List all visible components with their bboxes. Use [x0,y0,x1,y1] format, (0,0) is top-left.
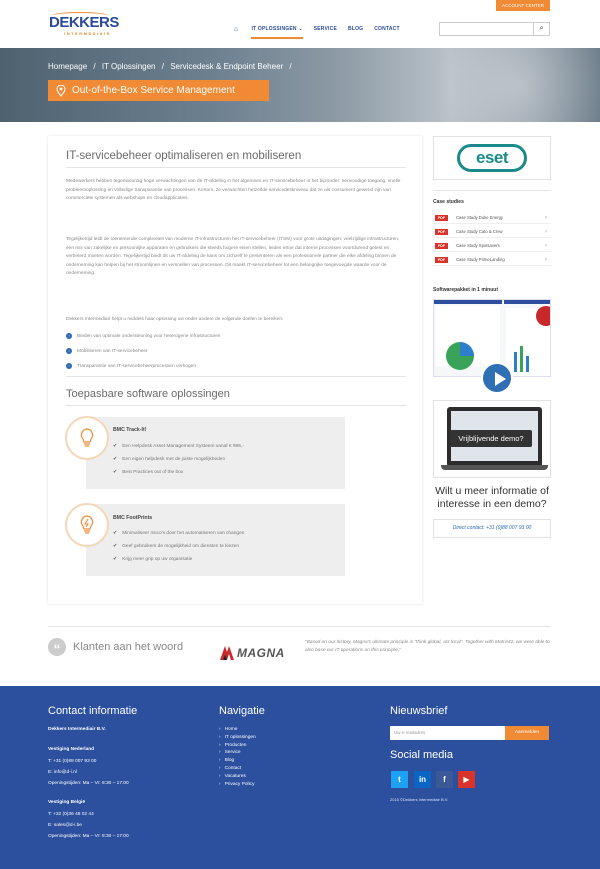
divider [66,405,406,406]
goal-item [66,363,196,369]
breadcrumb-separator: / [289,62,292,71]
company-name: Dekkers Intermediair B.V. [48,727,106,732]
logo-sub: INTERMEDIAIR [64,31,111,36]
software-feature: ✔ Krijg meer grip op uw organisatie [113,556,193,562]
testimonial-quote: "Based on our history, Magna's ultimate principle is "think global, act local". Together with Matrix42, we were able to also base our IT operations on this principle." [305,640,550,653]
breadcrumb-separator: / [161,62,164,71]
direct-contact-link[interactable]: Direct contact: +31 (0)88 007 93 00 [433,519,551,538]
content-heading: IT-servicebeheer optimaliseren en mobiliseren [66,150,302,162]
nav-service[interactable]: SERVICE [313,26,337,32]
footer-nav-vacatures[interactable]: › Vacatures [219,773,246,779]
newsletter-heading: Nieuwsbrief [390,705,448,717]
case-study-link[interactable]: PDF Case Study Spotsavers › [433,240,551,252]
nav-label: IT OPLOSSINGEN [251,26,297,32]
check-icon: ✔ [113,530,118,536]
check-icon: ✔ [113,543,118,549]
footer-nav-list [219,726,256,788]
more-info-text: Wilt u meer informatie of interesse in een demo? [435,485,549,510]
magna-mark-icon [220,646,234,660]
divider [66,167,406,168]
newsletter-submit-button[interactable]: Aanmelden [505,726,549,740]
complexity-paragraph: Tegelijkertijd leidt de toenemende complexiteit van moderne IT-infrastructuren het IT-servicebeheer (ITSM) voor grote uitdagingen: veelzijdige infrastructuren, een mix van zakelijke en persoonlijke apparaten en gebruikers die steeds hogere eisen stellen, leiden ertoe dat interne processen voortdurend getest en verbeterd moeten worden. Tegelijkertijd biedt dit uw IT-afdeling de kans om zichzelf te presenteren als een professionele partner die elke afdeling binnen de onderneming kan helpen bij het stroomlijnen en versnellen van processen. Dit maakt IT-servicebeheer tot een belangrijke toegevoegde waarde voor de onderneming. [66,237,400,277]
linkedin-icon[interactable]: in [414,771,431,788]
quote-icon: “ [48,638,66,656]
divider [433,190,551,191]
eset-banner[interactable] [433,136,551,180]
chevron-right-icon: › [219,742,221,748]
search-input[interactable] [439,22,550,36]
eset-logo: eset [457,144,527,172]
logo-word: DEKKERS [49,14,119,31]
be-email[interactable]: E: sales@d-i.be [48,823,82,828]
case-study-link[interactable]: PDF Case Study Cato & Crew › [433,226,551,238]
goal-item [66,348,148,354]
chevron-right-icon: › [219,734,221,740]
breadcrumb-home[interactable]: Homepage [48,62,88,71]
main-nav [234,22,411,36]
case-study-link[interactable]: PDF Case Study Duke Energy › [433,212,551,224]
chevron-right-icon: › [66,348,72,354]
chevron-right-icon: › [219,727,221,732]
goal-text: Transparantie van IT-servicebeheerprocessen verhogen [77,363,197,369]
footer-nav-it-oplossingen[interactable]: › IT oplossingen [219,734,256,740]
nl-phone: T: +31 (0)88 007 93 00 [48,759,97,764]
be-office-heading: Vestiging België [48,800,86,805]
nl-hours: Openingstijden: Ma – Vr: 8:30 – 17:00 [48,781,129,786]
chevron-right-icon: › [219,781,221,787]
footer-nav-heading: Navigatie [219,705,265,717]
copyright: 2015 ©Dekkers Intermediair B.V. [390,797,449,802]
case-studies-heading: Case studies [433,199,464,205]
case-study-link[interactable]: PDF Case Study PrimeLanding › [433,254,551,266]
location-pin-icon [56,85,66,97]
dekkers-logo[interactable] [49,14,119,41]
twitter-icon[interactable]: t [391,771,408,788]
goals-paragraph: Dekkers Intermediair helpt u middels haar oplossing uw onder andere de volgende doelen te bereiken: [66,317,284,322]
chevron-right-icon: › [545,256,547,263]
goal-item [66,333,220,339]
breadcrumb-it-oplossingen[interactable]: IT Oplossingen [101,62,156,71]
chevron-right-icon: › [66,363,72,369]
goal-text: Bieden van optimale ondersteuning voor heterogene infrastructuren [77,333,221,339]
contact-heading: Contact informatie [48,705,138,717]
footer-nav-privacy[interactable]: › Privacy Policy [219,781,255,787]
breadcrumb-servicedesk[interactable]: Servicedesk & Endpoint Beheer [170,62,284,71]
nav-blog[interactable]: BLOG [348,26,364,32]
chevron-down-icon: ⌄ [298,26,303,32]
page-title-text: Out-of-the-Box Service Management [72,85,235,96]
be-hours: Openingstijden: Ma – Vr: 8:30 – 17:00 [48,834,129,839]
chevron-right-icon: › [66,333,72,339]
demo-button[interactable]: Vrijblijvende demo? [450,430,532,447]
video-heading: Softwarepakket in 1 minuut [433,287,499,293]
breadcrumb [48,62,296,71]
goal-text: Mobiliseren van IT-servicebeheer [77,348,148,354]
breadcrumb-separator: / [93,62,96,71]
newsletter-email-input[interactable]: Uw e-mailadres [390,726,505,740]
software-feature: ✔ Geef gebruikers de mogelijkheid om diensten te kiezen [113,543,239,549]
pdf-icon: PDF [435,229,448,235]
footer-nav-home[interactable]: › Home [219,727,238,732]
nav-it-oplossingen[interactable] [251,26,302,39]
software-heading: Toepasbare software oplossingen [66,388,230,400]
software-title: BMC Track-It! [113,427,147,433]
check-icon: ✔ [113,456,118,462]
nl-email[interactable]: E: info@d-i.nl [48,770,77,775]
nl-office-heading: Vestiging Nederland [48,747,95,752]
testimonial-heading: Klanten aan het woord [73,641,184,653]
magna-logo [220,645,292,661]
page-title [48,80,269,101]
divider [66,376,406,377]
footer-nav-service[interactable]: › Service [219,750,241,756]
youtube-icon[interactable]: ▶ [458,771,475,788]
pdf-icon: PDF [435,243,448,249]
check-icon: ✔ [113,443,118,449]
lightning-bulb-icon [65,503,109,547]
facebook-icon[interactable]: f [436,771,453,788]
social-heading: Social media [390,749,453,761]
divider [48,626,550,627]
check-icon: ✔ [113,556,118,562]
chevron-right-icon: › [219,750,221,756]
software-feature: ✔ Minimaliseer risico's door het automatiseren van changes [113,530,245,536]
chevron-right-icon: › [219,758,221,764]
chevron-right-icon: › [545,228,547,235]
nav-contact[interactable]: CONTACT [374,26,400,32]
footer-nav-blog[interactable]: › Blog [219,758,235,764]
play-icon[interactable] [481,362,513,394]
home-icon[interactable]: ⌂ [234,25,239,33]
software-feature: ✔ Een eigen helpdesk met de juiste mogelijkheden [113,456,226,462]
lightbulb-icon [65,416,109,460]
check-icon: ✔ [113,469,118,475]
account-center-button[interactable]: ACCOUNT CENTER [496,0,550,11]
chevron-right-icon: › [545,242,547,249]
pdf-icon: PDF [435,215,448,221]
be-phone: T: +32 (0)36 48 02 44 [48,812,94,817]
software-feature: ✔ Best Practices out of the box [113,469,184,475]
chevron-right-icon: › [219,765,221,771]
software-title: BMC FootPrints [113,515,153,521]
software-feature: ✔ Een Helpdesk Asset Management Systeem vanaf € 995,- [113,443,244,449]
chevron-right-icon: › [219,773,221,779]
search-icon[interactable]: ⌕ [533,23,549,35]
pdf-icon: PDF [435,257,448,263]
footer-nav-contact[interactable]: › Contact [219,765,242,771]
magna-word: MAGNA [237,646,285,660]
footer-nav-producten[interactable]: › Producten [219,742,247,748]
logo-swoosh [51,12,109,20]
intro-paragraph: Medewerkers hebben tegenwoordig hoge verwachtingen van de IT-afdeling in het algemeen en IT-servicebeheer in het bijzonder: eenvoudige toegang, snelle probleemoplossing en volledige transparantie van processen. Kortom, ze verwachten hetzelfde servicedeskniveau dat ze als consument gewend zijn van commerciële systemen als webshops en cloudapplicaties. [66,179,401,202]
chevron-right-icon: › [545,214,547,221]
